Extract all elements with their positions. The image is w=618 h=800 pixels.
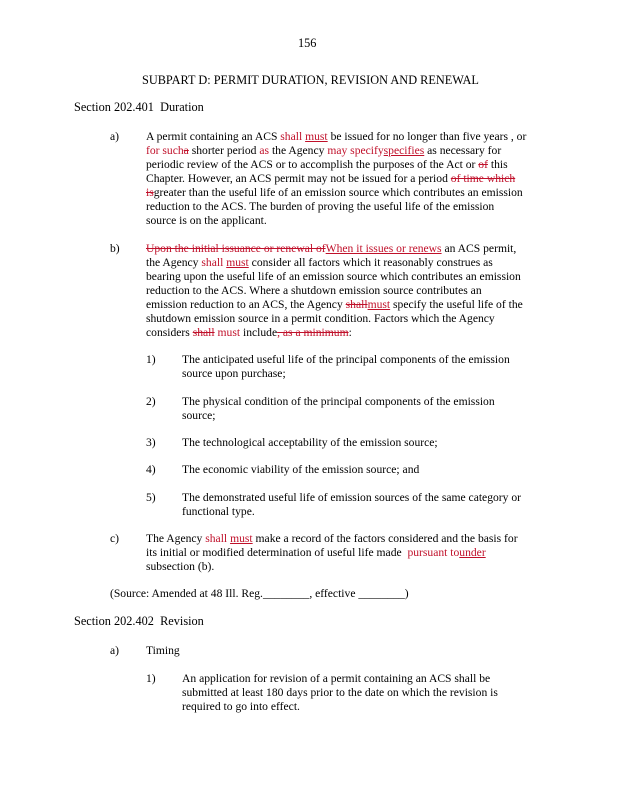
list-item-text: The demonstrated useful life of emission sources of the same category or [182, 491, 522, 504]
page-number: 156 [298, 36, 317, 50]
source-note: (Source: Amended at 48 Ill. Reg.________, effective ________) [110, 587, 409, 600]
para-a-line-4: Chapter. However, an ACS permit may not be issued for a period of time which [146, 172, 516, 185]
list-item-number: 3) [146, 436, 156, 449]
list-item-text: An application for revision of a permit containing an ACS shall be [182, 672, 491, 685]
list-item-number: 1) [146, 672, 156, 685]
list-item-text: source; [182, 409, 216, 422]
section-402-heading [74, 615, 204, 628]
list-item-text: functional type. [182, 505, 255, 518]
inserted-text: must [305, 130, 328, 143]
para-b-line-7: considers shall must include, as a minimum: [146, 326, 352, 339]
deleted-text: shall [192, 326, 215, 339]
list-item-text: The anticipated useful life of the principal components of the emission [182, 353, 510, 366]
para-a-line-2: for sucha shorter period as the Agency may specifyspecifies as necessary for [146, 144, 502, 157]
inserted-text: under [459, 546, 486, 559]
list-item-text: source upon purchase; [182, 367, 286, 380]
section-402-title: Revision [160, 614, 204, 628]
list-item-text: required to go into effect. [182, 700, 300, 713]
list-item-number: 1) [146, 353, 156, 366]
inserted-text: When it issues or renews [325, 242, 442, 255]
para-b-line-6: shutdown emission source in a permit condition. Factors which the Agency [146, 312, 495, 325]
deleted-text: Upon the initial issuance or renewal of [146, 242, 326, 255]
inserted-text: must [230, 532, 253, 545]
inserted-text: must [217, 326, 241, 339]
para-a-line-1: A permit containing an ACS shall must be issued for no longer than five years , or [146, 130, 527, 143]
list-item-text: The technological acceptability of the emission source; [182, 436, 438, 449]
inserted-text: must [367, 298, 391, 311]
para-a-label: a) [110, 130, 120, 143]
subpart-title: SUBPART D: PERMIT DURATION, REVISION AND RENEWAL [142, 73, 479, 87]
para-c-line-1: The Agency shall must make a record of the factors considered and the basis for [146, 532, 518, 545]
deleted-text: of time which [450, 172, 516, 185]
inserted-text: specifies [383, 144, 425, 157]
para-a-line-6: reduction to the ACS. The burden of proving the useful life of the emission [146, 200, 495, 213]
deleted-text: , as a minimum [277, 326, 349, 339]
list-item-number: 2) [146, 395, 156, 408]
para-a-line-3: periodic review of the ACS or to accomplish the purposes of the Act or of this [146, 158, 508, 171]
section-402-number: Section 202.402 [74, 614, 154, 628]
inserted-text: must [226, 256, 249, 269]
para-b-line-4: reduction to the ACS. Where a shutdown emission source contributes an [146, 284, 482, 297]
inserted-text: as [259, 144, 270, 157]
inserted-text: for such [146, 144, 184, 157]
list-item-text: The physical condition of the principal components of the emission [182, 395, 495, 408]
deleted-text: shall [345, 298, 368, 311]
para-c-line-2: its initial or modified determination of useful life made pursuant tounder [146, 546, 486, 559]
para-b-line-1: Upon the initial issuance or renewal ofWhen it issues or renews an ACS permit, [146, 242, 517, 255]
deleted-text: a [183, 144, 189, 157]
para-c-label: c) [110, 532, 120, 545]
list-item-number: 4) [146, 463, 156, 476]
deleted-text: is [146, 186, 154, 199]
para-c-line-3: subsection (b). [146, 560, 215, 573]
section-401-title: Duration [160, 100, 204, 114]
section-401-number: Section 202.401 [74, 100, 154, 114]
para-b-line-2: the Agency shall must consider all factors which it reasonably construes as [146, 256, 493, 269]
para-b-label: b) [110, 242, 120, 255]
inserted-text: shall [205, 532, 228, 545]
inserted-text: may specify [327, 144, 384, 157]
para-402a-title: Timing [146, 644, 180, 657]
list-item-text: submitted at least 180 days prior to the date on which the revision is [182, 686, 498, 699]
list-item-text: The economic viability of the emission source; and [182, 463, 420, 476]
inserted-text: shall [280, 130, 303, 143]
para-b-line-5: emission reduction to an ACS, the Agency shallmust specify the useful life of the [146, 298, 523, 311]
para-a-line-5: isgreater than the useful life of an emission source which contributes an emission [146, 186, 523, 199]
section-401-heading [74, 101, 204, 114]
inserted-text: shall [201, 256, 224, 269]
inserted-text: pursuant to [407, 546, 460, 559]
para-402a-label: a) [110, 644, 120, 657]
para-b-line-3: bearing upon the useful life of an emission source which contributes an emission [146, 270, 521, 283]
deleted-text: of [478, 158, 488, 171]
list-item-number: 5) [146, 491, 156, 504]
para-a-line-7: source is on the applicant. [146, 214, 267, 227]
